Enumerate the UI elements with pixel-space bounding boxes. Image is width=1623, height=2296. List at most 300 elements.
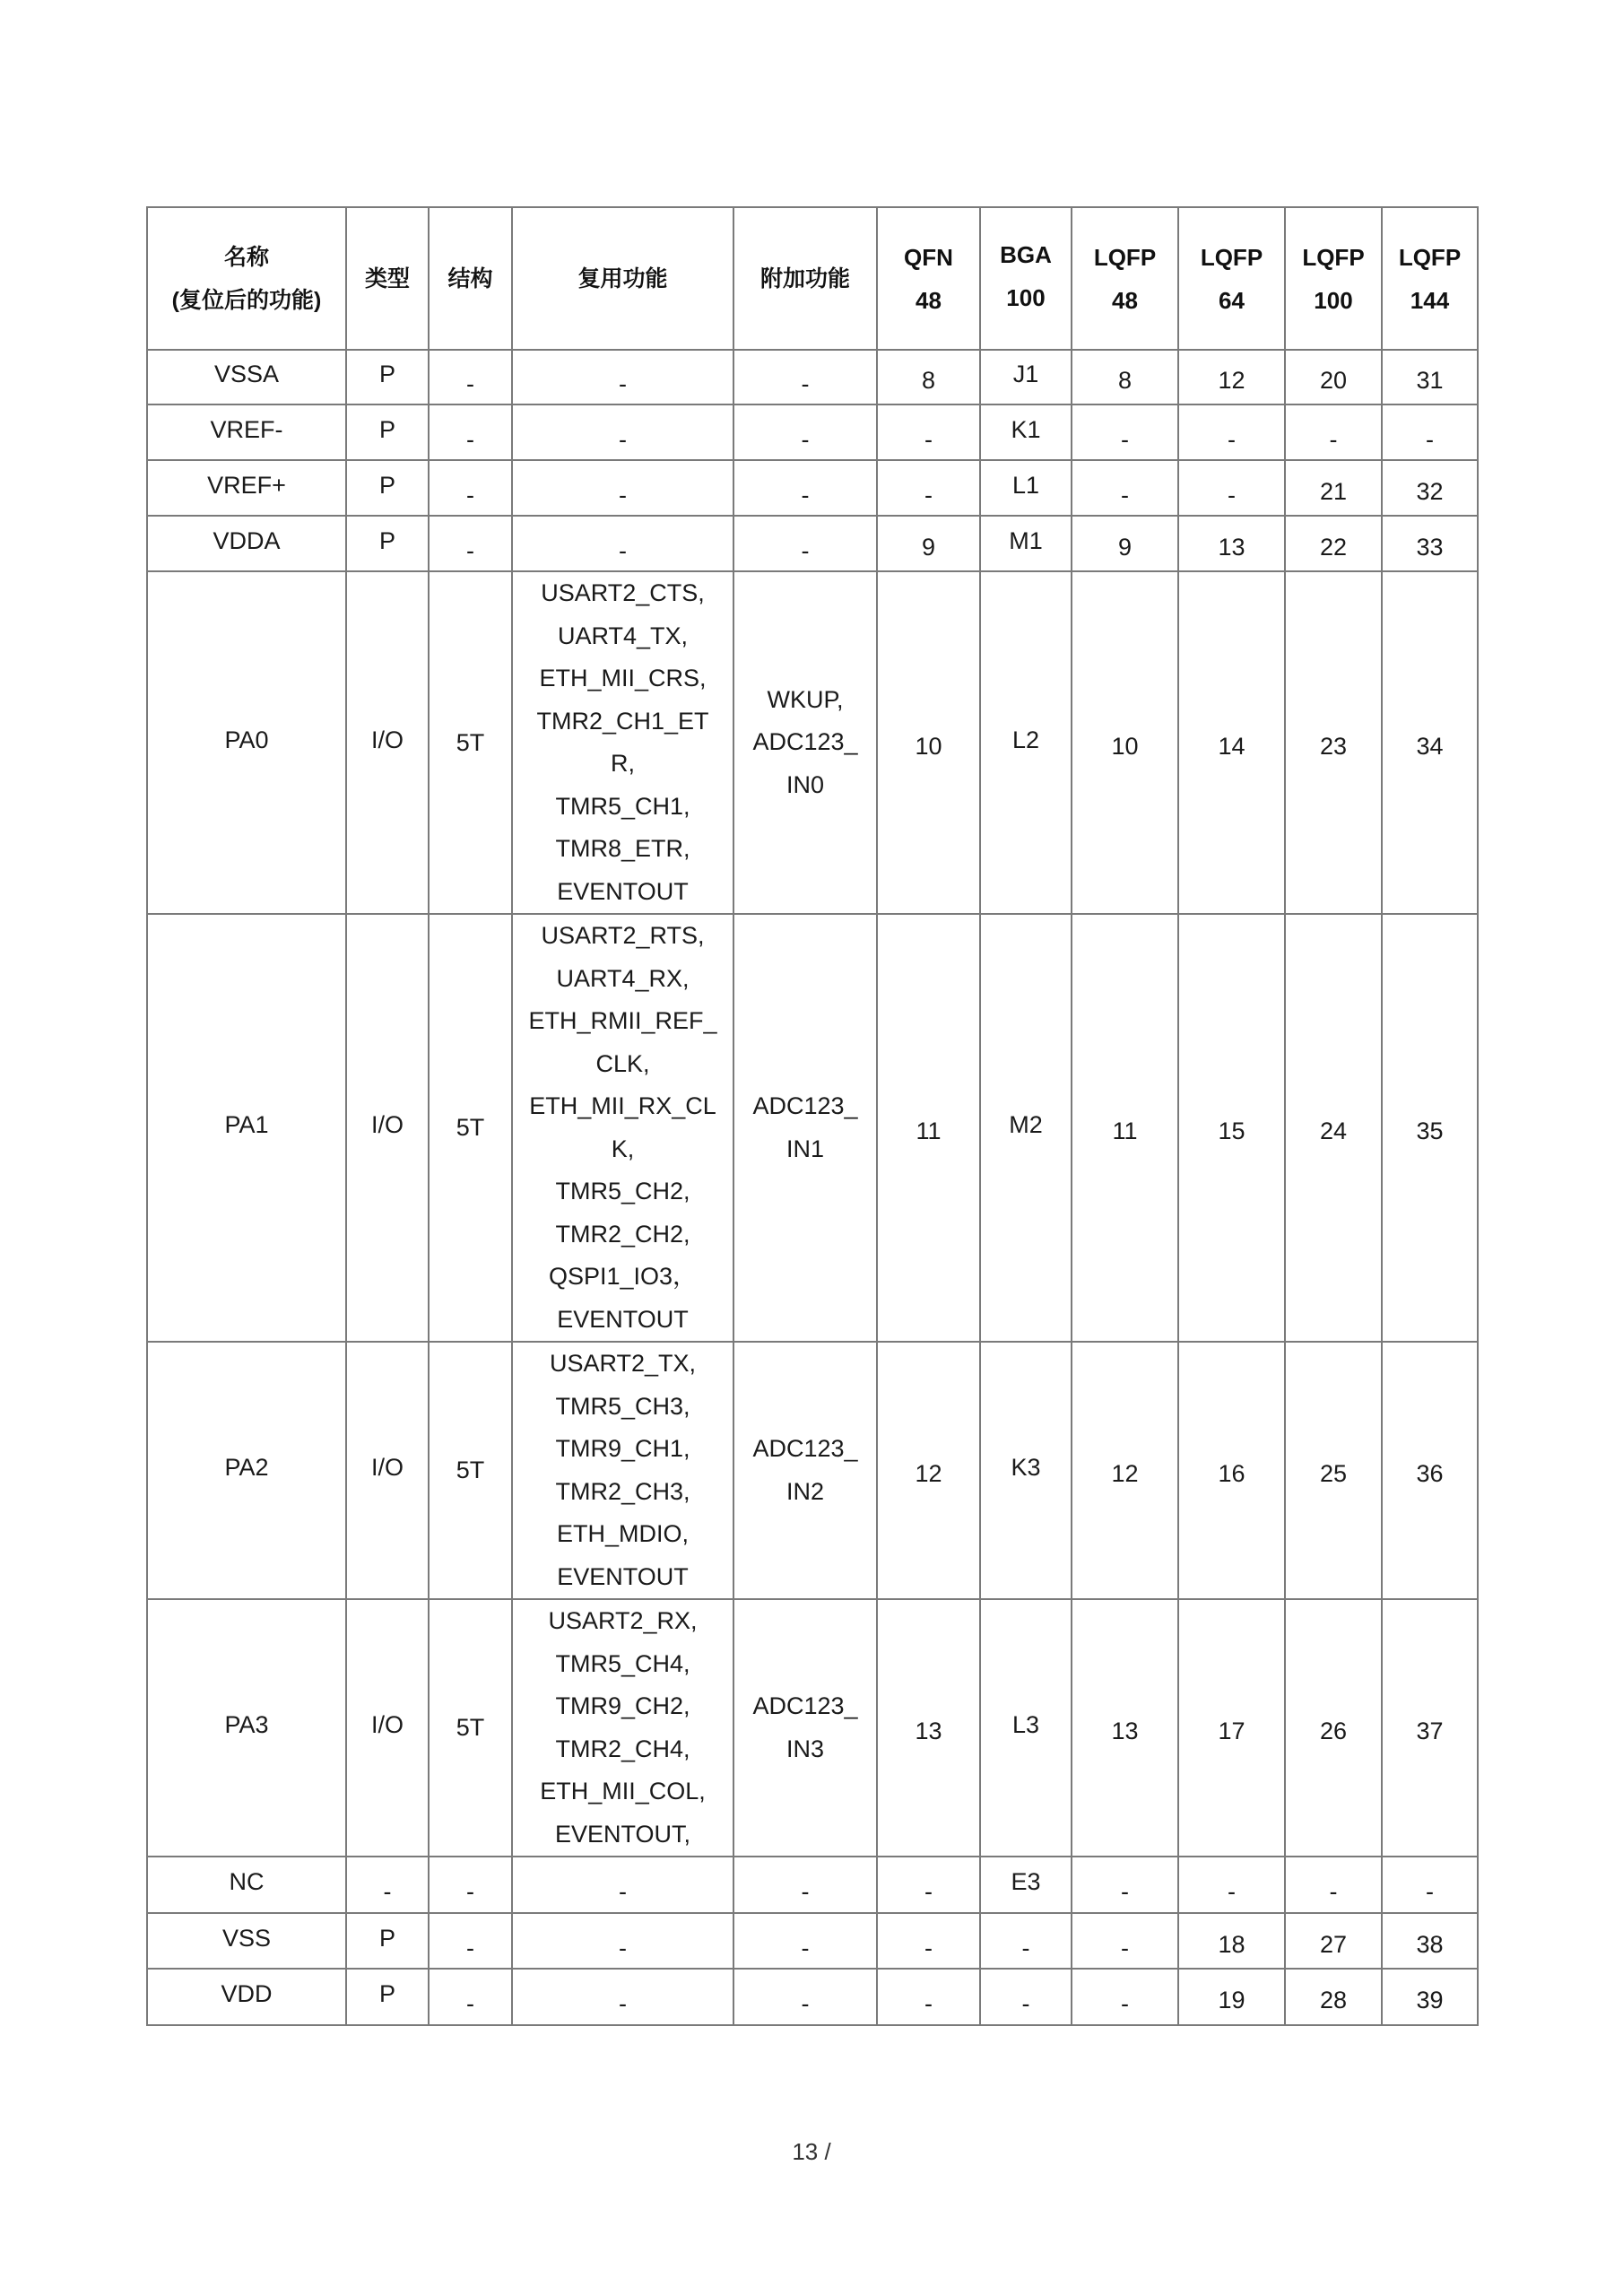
- lqfp48-cell: [1072, 1599, 1178, 1857]
- cell-text: I/O: [370, 1711, 404, 1738]
- structure-cell: [429, 1857, 512, 1913]
- lqfp100-cell: [1285, 1969, 1382, 2025]
- table-header-row: [147, 207, 1478, 350]
- cell-text: 33: [1416, 533, 1444, 561]
- cell-text: -: [1121, 1934, 1129, 1961]
- pin-name-cell: [147, 350, 346, 404]
- cell-text: -: [1228, 1878, 1236, 1905]
- cell-text: 36: [1416, 1460, 1444, 1487]
- additional-functions-cell: [733, 404, 877, 460]
- lqfp48-cell: [1072, 404, 1178, 460]
- header-name: [147, 207, 346, 350]
- cell-text: L2: [1011, 726, 1040, 753]
- cell-text: -: [924, 481, 933, 509]
- header-line: LQFP: [1302, 243, 1365, 271]
- cell-text: -: [619, 370, 627, 397]
- cell-line: QSPI1_IO3，: [548, 1263, 698, 1290]
- cell-text: VREF+: [207, 471, 286, 499]
- lqfp64-cell: [1178, 914, 1285, 1342]
- lqfp100-cell: [1285, 516, 1382, 571]
- table-row: [147, 1342, 1478, 1599]
- cell-text: 38: [1416, 1930, 1444, 1958]
- additional-functions-cell: [733, 914, 877, 1342]
- cell-text: -: [1121, 1990, 1129, 2017]
- pin-type-cell: [346, 516, 429, 571]
- qfn48-cell: [877, 1599, 980, 1857]
- lqfp64-cell: [1178, 571, 1285, 914]
- bga100-cell: [980, 516, 1072, 571]
- header-line: 名称: [223, 244, 269, 270]
- cell-text: -: [466, 481, 474, 509]
- lqfp144-cell: [1382, 571, 1478, 914]
- cell-line: ADC123_: [752, 1435, 858, 1462]
- qfn48-cell: [877, 460, 980, 516]
- cell-line: ADC123_: [752, 1092, 858, 1119]
- cell-line: TMR5_CH2,: [555, 1178, 690, 1205]
- header-lqfp100: [1285, 207, 1382, 350]
- lqfp100-cell: [1285, 914, 1382, 1342]
- header-qfn48: [877, 207, 980, 350]
- cell-text: -: [383, 1878, 392, 1905]
- header-line: 48: [1112, 286, 1138, 314]
- cell-text: VSS: [221, 1924, 272, 1952]
- cell-text: -: [801, 425, 810, 453]
- cell-line: EVENTOUT,: [554, 1820, 691, 1848]
- cell-text: 37: [1416, 1718, 1444, 1744]
- cell-text: M2: [1009, 1111, 1043, 1138]
- lqfp48-cell: [1072, 1342, 1178, 1599]
- cell-text: -: [1121, 481, 1129, 509]
- lqfp48-cell: [1072, 1857, 1178, 1913]
- cell-text: P: [378, 361, 395, 387]
- cell-text: 14: [1218, 732, 1245, 760]
- lqfp64-cell: [1178, 1913, 1285, 1969]
- cell-text: 24: [1319, 1118, 1348, 1144]
- cell-text: -: [801, 1934, 810, 1961]
- qfn48-cell: [877, 350, 980, 404]
- lqfp64-cell: [1178, 1599, 1285, 1857]
- alt-functions-cell: [512, 516, 733, 571]
- table-row: [147, 1857, 1478, 1913]
- pin-name-cell: [147, 1857, 346, 1913]
- lqfp64-cell: [1178, 350, 1285, 404]
- cell-text: 12: [1218, 367, 1245, 394]
- cell-line: TMR5_CH4,: [555, 1649, 690, 1677]
- header-alt-functions: [512, 207, 733, 350]
- lqfp144-cell: [1382, 516, 1478, 571]
- bga100-cell: [980, 1857, 1072, 1913]
- cell-text: VREF-: [210, 415, 283, 443]
- lqfp48-cell: [1072, 460, 1178, 516]
- alt-functions-cell: [512, 1342, 733, 1599]
- additional-functions-cell: [733, 516, 877, 571]
- cell-text: -: [1426, 1878, 1434, 1905]
- cell-text: 26: [1319, 1718, 1348, 1744]
- header-line: 100: [1314, 286, 1353, 314]
- cell-text: 18: [1218, 1930, 1245, 1958]
- header-line: 100: [1006, 283, 1046, 311]
- cell-text: -: [1121, 1878, 1129, 1905]
- lqfp144-cell: [1382, 350, 1478, 404]
- cell-text: -: [801, 481, 810, 509]
- pin-type-cell: [346, 571, 429, 914]
- cell-text: 22: [1319, 533, 1348, 561]
- cell-text: PA2: [224, 1454, 269, 1481]
- structure-cell: [429, 460, 512, 516]
- cell-text: -: [924, 1990, 933, 2017]
- lqfp48-cell: [1072, 516, 1178, 571]
- cell-text: -: [1329, 425, 1338, 453]
- cell-text: -: [924, 425, 933, 453]
- structure-cell: [429, 1969, 512, 2025]
- cell-text: -: [619, 536, 627, 564]
- cell-text: PA3: [224, 1711, 269, 1738]
- cell-text: -: [466, 1934, 474, 1961]
- bga100-cell: [980, 571, 1072, 914]
- pin-type-cell: [346, 460, 429, 516]
- cell-text: 25: [1319, 1460, 1348, 1487]
- additional-functions-cell: [733, 1342, 877, 1599]
- header-line: 64: [1219, 286, 1245, 314]
- bga100-cell: [980, 1969, 1072, 2025]
- cell-text: -: [1228, 481, 1236, 509]
- pin-definition-table: [146, 206, 1479, 2026]
- cell-text: 39: [1416, 1987, 1444, 2013]
- pin-name-cell: [147, 571, 346, 914]
- alt-functions-cell: [512, 404, 733, 460]
- cell-line: USART2_RX,: [548, 1607, 698, 1634]
- pin-name-cell: [147, 460, 346, 516]
- cell-text: P: [378, 1980, 395, 2007]
- cell-text: P: [378, 1924, 395, 1952]
- alt-functions-cell: [512, 571, 733, 914]
- cell-text: -: [619, 1990, 627, 2017]
- pin-type-cell: [346, 1857, 429, 1913]
- lqfp144-cell: [1382, 1969, 1478, 2025]
- lqfp100-cell: [1285, 1857, 1382, 1913]
- header-line: QFN: [904, 243, 953, 271]
- cell-text: -: [801, 1990, 810, 2017]
- alt-functions-cell: [512, 1599, 733, 1857]
- header-lqfp144: [1382, 207, 1478, 350]
- cell-text: 34: [1416, 732, 1444, 760]
- additional-functions-cell: [733, 1857, 877, 1913]
- cell-text: -: [1021, 1934, 1030, 1961]
- table-row: [147, 350, 1478, 404]
- header-additional-functions: [733, 207, 877, 350]
- cell-text: 31: [1416, 367, 1444, 394]
- table-body: [147, 350, 1478, 2025]
- alt-functions-cell: [512, 460, 733, 516]
- cell-line: ADC123_: [752, 728, 858, 756]
- cell-text: 16: [1218, 1460, 1245, 1487]
- qfn48-cell: [877, 404, 980, 460]
- table-row: [147, 1599, 1478, 1857]
- header-line: 复用功能: [577, 265, 668, 291]
- alt-functions-cell: [512, 350, 733, 404]
- alt-functions-cell: [512, 1969, 733, 2025]
- cell-line: ADC123_: [752, 1692, 858, 1719]
- lqfp144-cell: [1382, 914, 1478, 1342]
- cell-text: 9: [921, 533, 936, 561]
- additional-functions-cell: [733, 1969, 877, 2025]
- cell-text: -: [801, 370, 810, 397]
- cell-text: 10: [1111, 732, 1139, 760]
- structure-cell: [429, 1342, 512, 1599]
- cell-text: 5T: [456, 1714, 485, 1741]
- lqfp100-cell: [1285, 571, 1382, 914]
- qfn48-cell: [877, 1857, 980, 1913]
- additional-functions-cell: [733, 1599, 877, 1857]
- cell-text: 8: [921, 367, 936, 394]
- cell-text: -: [1021, 1990, 1030, 2017]
- cell-line: TMR8_ETR,: [555, 835, 690, 862]
- cell-text: P: [378, 471, 395, 499]
- header-structure: [429, 207, 512, 350]
- pin-type-cell: [346, 914, 429, 1342]
- pin-name-cell: [147, 1969, 346, 2025]
- cell-text: NC: [229, 1868, 265, 1895]
- header-line: BGA: [1000, 240, 1052, 268]
- cell-text: -: [1329, 1878, 1338, 1905]
- cell-line: TMR2_CH3,: [555, 1477, 690, 1505]
- cell-line: ETH_MII_RX_CL: [529, 1092, 716, 1119]
- lqfp64-cell: [1178, 1857, 1285, 1913]
- cell-line: IN3: [785, 1735, 825, 1762]
- cell-text: -: [619, 425, 627, 453]
- cell-text: K1: [1011, 415, 1041, 443]
- cell-line: TMR2_CH4,: [555, 1735, 690, 1762]
- cell-text: P: [378, 415, 395, 443]
- cell-text: -: [466, 536, 474, 564]
- cell-line: USART2_RTS,: [541, 922, 705, 949]
- cell-text: 15: [1218, 1118, 1245, 1144]
- qfn48-cell: [877, 1913, 980, 1969]
- cell-text: 28: [1319, 1987, 1348, 2013]
- page-number: 13 /: [792, 2138, 831, 2165]
- table-row: [147, 914, 1478, 1342]
- cell-text: PA1: [224, 1111, 269, 1138]
- cell-text: E3: [1011, 1868, 1041, 1895]
- lqfp64-cell: [1178, 1342, 1285, 1599]
- cell-text: -: [801, 536, 810, 564]
- cell-line: EVENTOUT: [557, 877, 689, 905]
- lqfp100-cell: [1285, 460, 1382, 516]
- alt-functions-cell: [512, 1857, 733, 1913]
- bga100-cell: [980, 350, 1072, 404]
- cell-text: 5T: [456, 1114, 485, 1141]
- lqfp144-cell: [1382, 1342, 1478, 1599]
- cell-text: 5T: [456, 728, 485, 756]
- pin-type-cell: [346, 1342, 429, 1599]
- cell-line: IN0: [785, 770, 825, 798]
- cell-text: VDDA: [213, 526, 281, 554]
- cell-line: ETH_RMII_REF_: [528, 1007, 717, 1034]
- cell-line: UART4_RX,: [556, 964, 690, 992]
- lqfp144-cell: [1382, 404, 1478, 460]
- bga100-cell: [980, 404, 1072, 460]
- structure-cell: [429, 914, 512, 1342]
- lqfp48-cell: [1072, 914, 1178, 1342]
- cell-line: ETH_MII_CRS,: [539, 665, 707, 691]
- cell-text: -: [924, 1934, 933, 1961]
- cell-line: EVENTOUT: [557, 1305, 689, 1333]
- cell-text: 8: [1117, 367, 1133, 394]
- structure-cell: [429, 1599, 512, 1857]
- header-lqfp48: [1072, 207, 1178, 350]
- lqfp48-cell: [1072, 1913, 1178, 1969]
- bga100-cell: [980, 460, 1072, 516]
- table-row: [147, 516, 1478, 571]
- header-line: 144: [1410, 286, 1450, 314]
- lqfp48-cell: [1072, 350, 1178, 404]
- table-row: [147, 571, 1478, 914]
- lqfp144-cell: [1382, 1913, 1478, 1969]
- qfn48-cell: [877, 1969, 980, 2025]
- lqfp100-cell: [1285, 1599, 1382, 1857]
- header-line: 结构: [447, 265, 493, 291]
- header-lqfp64: [1178, 207, 1285, 350]
- cell-line: CLK,: [595, 1049, 650, 1077]
- cell-text: -: [466, 370, 474, 397]
- cell-text: 12: [1111, 1460, 1139, 1487]
- cell-line: IN2: [785, 1477, 825, 1505]
- cell-text: M1: [1009, 526, 1043, 554]
- cell-text: 13: [1111, 1718, 1139, 1744]
- cell-text: -: [466, 425, 474, 453]
- cell-text: 5T: [456, 1457, 485, 1483]
- header-line: LQFP: [1093, 243, 1157, 271]
- header-bga100: [980, 207, 1072, 350]
- cell-text: P: [378, 526, 395, 554]
- additional-functions-cell: [733, 460, 877, 516]
- cell-text: I/O: [370, 726, 404, 753]
- qfn48-cell: [877, 516, 980, 571]
- cell-line: EVENTOUT: [557, 1562, 689, 1590]
- cell-line: USART2_CTS,: [541, 579, 705, 606]
- header-line: LQFP: [1398, 243, 1462, 271]
- lqfp64-cell: [1178, 404, 1285, 460]
- cell-line: UART4_TX,: [557, 622, 689, 649]
- cell-text: 11: [1112, 1118, 1138, 1144]
- pin-name-cell: [147, 914, 346, 1342]
- pin-name-cell: [147, 1913, 346, 1969]
- additional-functions-cell: [733, 1913, 877, 1969]
- pin-name-cell: [147, 516, 346, 571]
- cell-line: ETH_MII_COL,: [540, 1778, 706, 1805]
- pin-type-cell: [346, 404, 429, 460]
- cell-line: TMR2_CH2,: [555, 1220, 690, 1248]
- structure-cell: [429, 350, 512, 404]
- lqfp144-cell: [1382, 460, 1478, 516]
- cell-text: -: [466, 1990, 474, 2017]
- structure-cell: [429, 1913, 512, 1969]
- cell-text: K3: [1011, 1454, 1041, 1481]
- header-line: LQFP: [1200, 243, 1263, 271]
- cell-text: L3: [1011, 1711, 1040, 1738]
- table-row: [147, 1913, 1478, 1969]
- cell-line: WKUP,: [767, 685, 844, 713]
- lqfp48-cell: [1072, 1969, 1178, 2025]
- pin-type-cell: [346, 1599, 429, 1857]
- cell-text: 11: [916, 1118, 942, 1144]
- structure-cell: [429, 516, 512, 571]
- alt-functions-cell: [512, 1913, 733, 1969]
- header-line: (复位后的功能): [171, 287, 322, 313]
- cell-text: -: [1426, 425, 1434, 453]
- cell-text: 17: [1218, 1718, 1245, 1744]
- cell-text: 13: [915, 1718, 942, 1744]
- bga100-cell: [980, 914, 1072, 1342]
- additional-functions-cell: [733, 571, 877, 914]
- cell-text: 21: [1319, 477, 1348, 505]
- cell-text: 35: [1416, 1118, 1444, 1144]
- pin-name-cell: [147, 1599, 346, 1857]
- cell-text: I/O: [370, 1454, 404, 1481]
- qfn48-cell: [877, 914, 980, 1342]
- pin-type-cell: [346, 1913, 429, 1969]
- lqfp64-cell: [1178, 1969, 1285, 2025]
- qfn48-cell: [877, 1342, 980, 1599]
- lqfp100-cell: [1285, 350, 1382, 404]
- lqfp48-cell: [1072, 571, 1178, 914]
- cell-text: -: [1228, 425, 1236, 453]
- cell-text: -: [466, 1878, 474, 1905]
- cell-text: 32: [1416, 477, 1444, 505]
- cell-line: TMR9_CH1,: [555, 1435, 690, 1462]
- cell-line: R,: [611, 750, 635, 777]
- cell-text: -: [924, 1878, 933, 1905]
- table-row: [147, 460, 1478, 516]
- qfn48-cell: [877, 571, 980, 914]
- cell-text: 20: [1319, 367, 1348, 394]
- cell-text: 23: [1319, 732, 1348, 760]
- cell-text: VSSA: [213, 361, 280, 387]
- cell-line: TMR5_CH3,: [555, 1392, 690, 1420]
- header-type: [346, 207, 429, 350]
- cell-text: I/O: [370, 1111, 404, 1138]
- table-row: [147, 1969, 1478, 2025]
- lqfp64-cell: [1178, 516, 1285, 571]
- lqfp100-cell: [1285, 1913, 1382, 1969]
- cell-text: 9: [1117, 533, 1133, 561]
- cell-text: -: [619, 1878, 627, 1905]
- cell-text: 10: [915, 732, 942, 760]
- cell-text: VDD: [221, 1980, 273, 2007]
- bga100-cell: [980, 1913, 1072, 1969]
- lqfp64-cell: [1178, 460, 1285, 516]
- cell-line: USART2_TX,: [549, 1350, 697, 1377]
- structure-cell: [429, 404, 512, 460]
- cell-text: PA0: [224, 726, 269, 753]
- cell-text: -: [619, 1934, 627, 1961]
- pin-name-cell: [147, 404, 346, 460]
- cell-text: L1: [1011, 471, 1040, 499]
- cell-text: -: [619, 481, 627, 509]
- pin-name-cell: [147, 1342, 346, 1599]
- cell-text: -: [1121, 425, 1129, 453]
- lqfp100-cell: [1285, 1342, 1382, 1599]
- pin-type-cell: [346, 350, 429, 404]
- lqfp144-cell: [1382, 1599, 1478, 1857]
- additional-functions-cell: [733, 350, 877, 404]
- lqfp144-cell: [1382, 1857, 1478, 1913]
- structure-cell: [429, 571, 512, 914]
- header-line: 48: [916, 286, 942, 314]
- pin-type-cell: [346, 1969, 429, 2025]
- bga100-cell: [980, 1599, 1072, 1857]
- cell-text: 27: [1319, 1930, 1348, 1958]
